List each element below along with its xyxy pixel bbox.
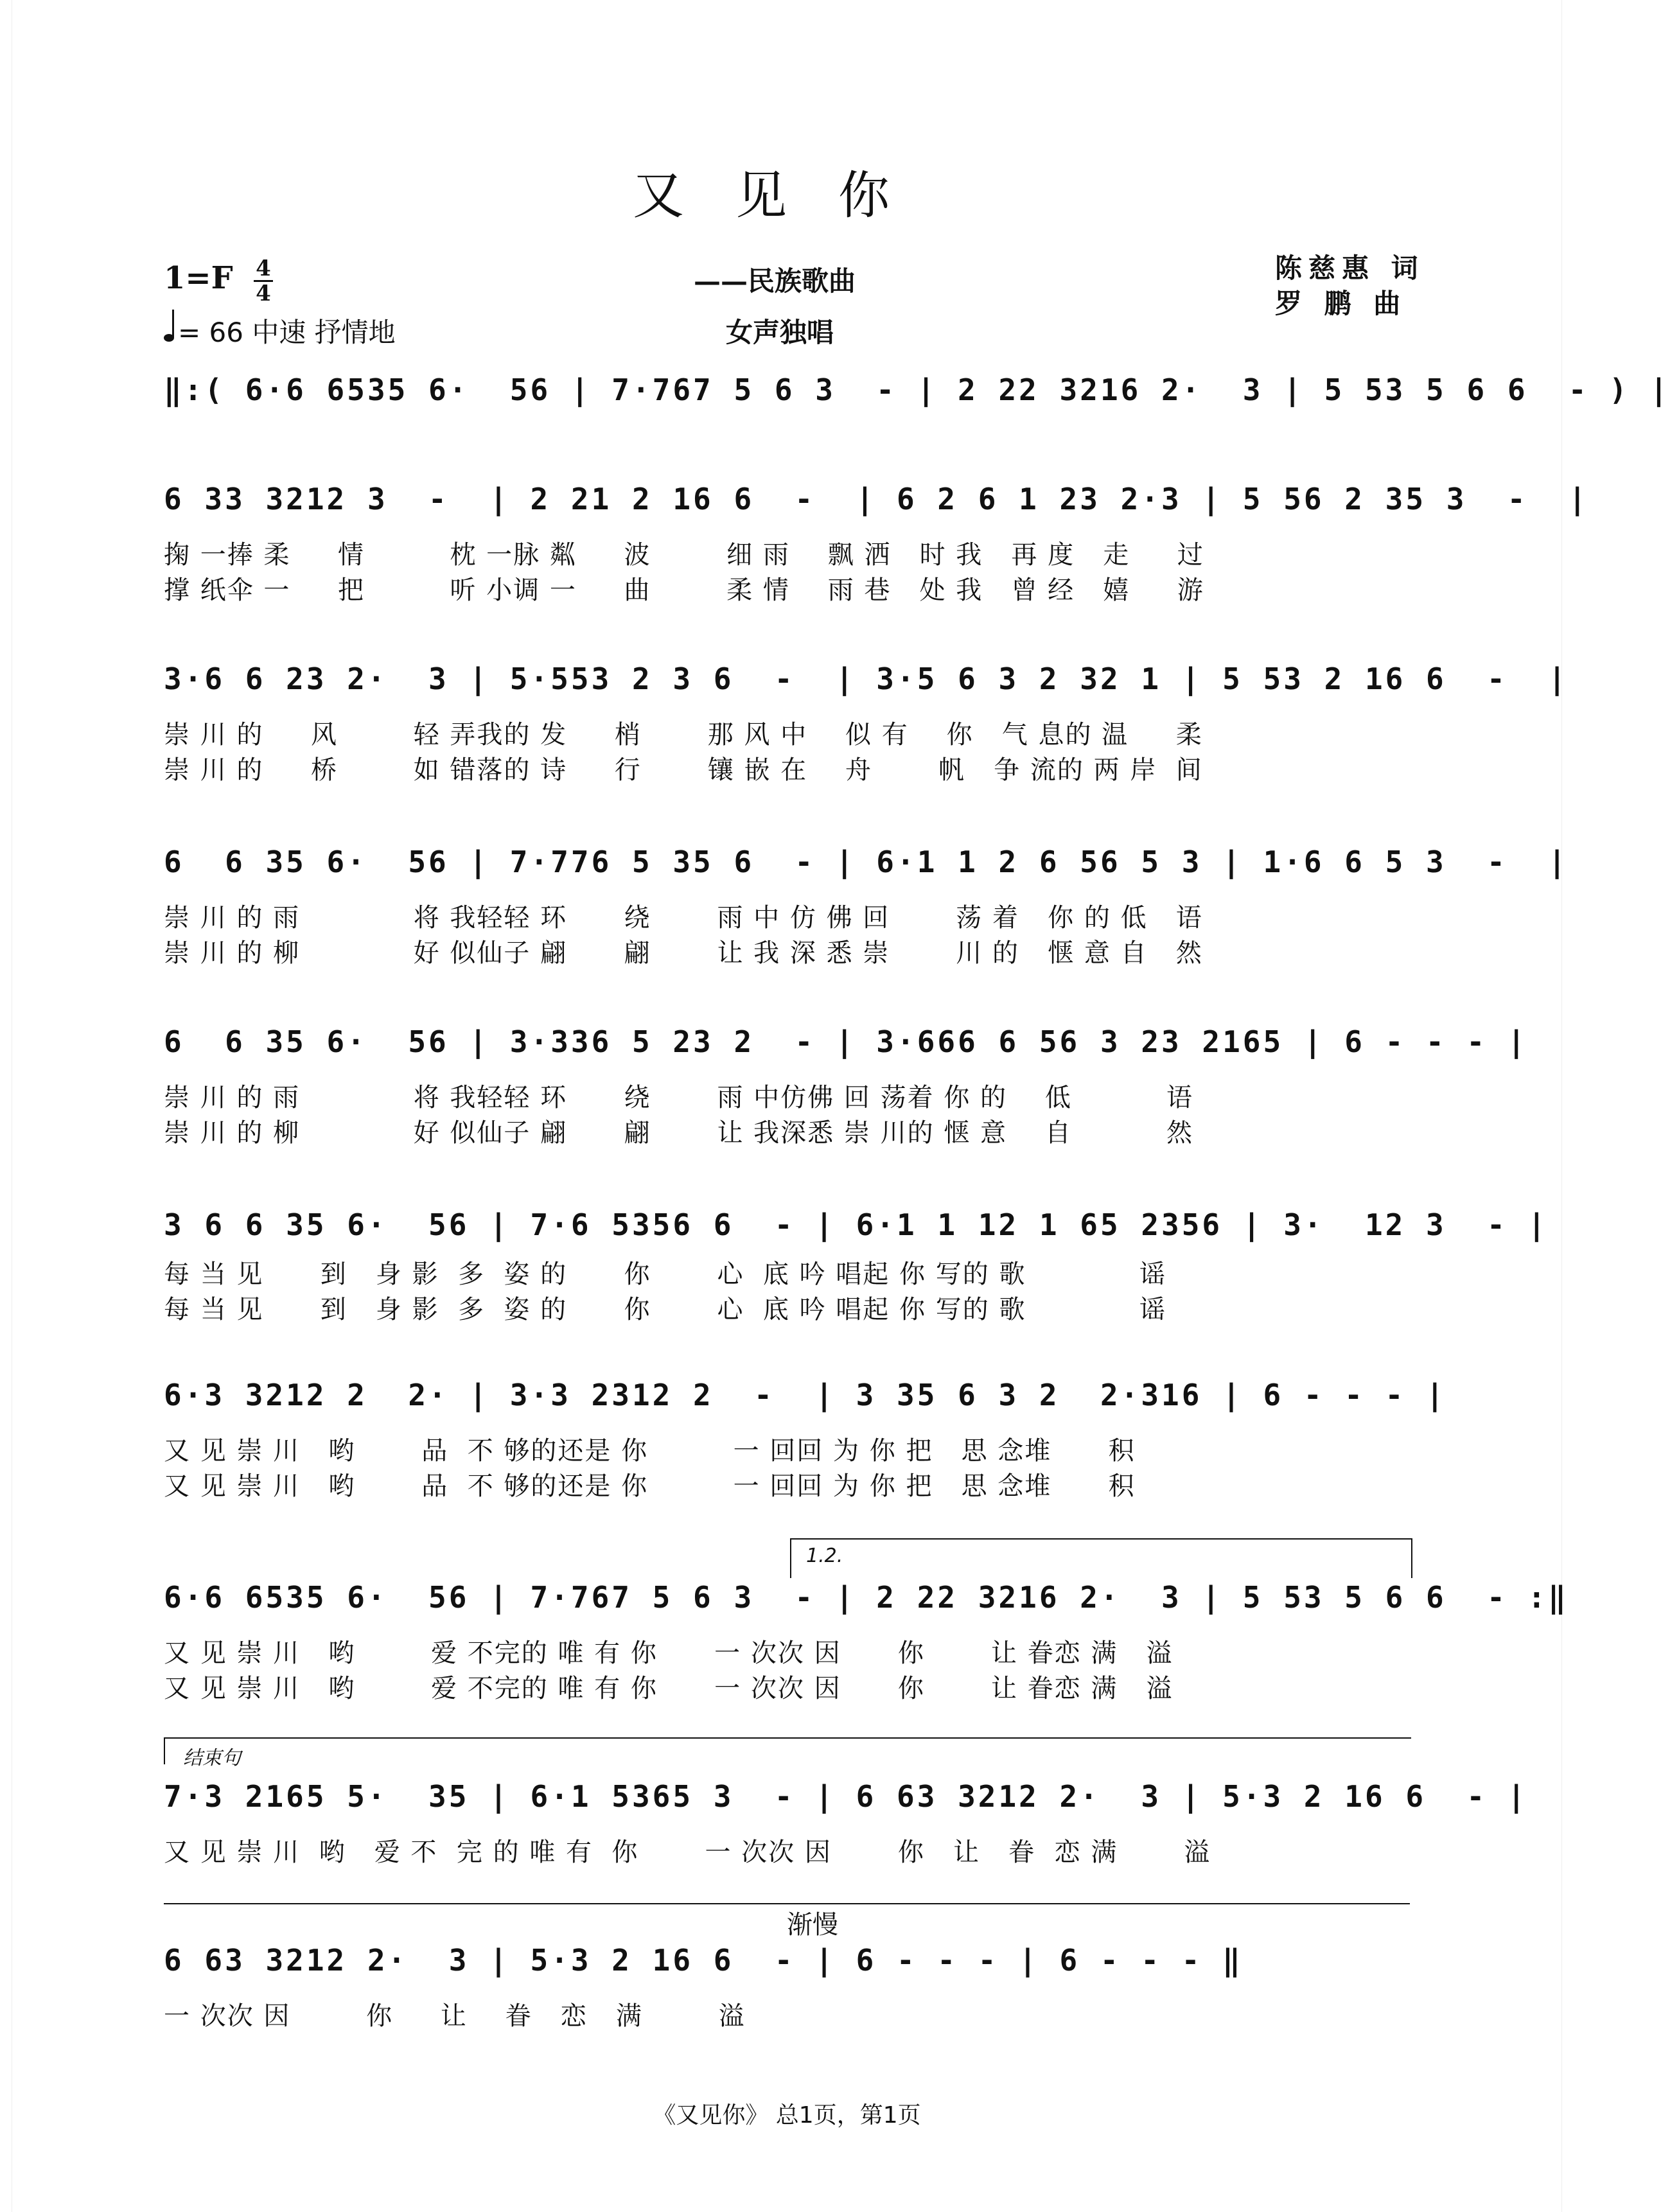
notation: 6 33 3212 3 - | 2 21 2 16 6 - | 6 2 6 1 23 2·3 | 5 56 2 35 3 - |	[164, 482, 1589, 516]
notation: 6 6 35 6· 56 | 3·336 5 23 2 - | 3·666 6 56 3 23 2165 | 6 - - - |	[164, 1024, 1528, 1059]
lyric-verse-1: 崇 川 的 雨 将 我轻轻 环 绕 雨 中仿佛 回 荡着 你 的 低 语	[164, 1083, 1194, 1112]
coda-bracket	[164, 1737, 1411, 1764]
lyric-verse-1: 崇 川 的 风 轻 弄我的 发 梢 那 风 中 似 有 你 气 息的 温 柔	[164, 720, 1203, 750]
lyric-verse-2: 崇 川 的 桥 如 错落的 诗 行 镶 嵌 在 舟 帆 争 流的 两 岸 间	[164, 755, 1203, 785]
lyric-verse-1: 掬 一捧 柔 情 枕 一脉 粼 波 细 雨 飘 洒 时 我 再 度 走 过	[164, 540, 1204, 570]
lyric-verse-1: 每 当 见 到 身 影 多 姿 的 你 心 底 吟 唱起 你 写的 歌 谣	[164, 1260, 1167, 1289]
time-signature	[254, 257, 273, 305]
notation: 6 6 35 6· 56 | 7·776 5 35 6 - | 6·1 1 2 6 56 5 3 | 1·6 6 5 3 - |	[164, 845, 1569, 879]
ritardando-mark: 渐慢	[787, 1910, 838, 1940]
lyric-verse-2: 又 见 崇 川 哟 爱 不完的 唯 有 你 一 次次 因 你 让 眷恋 满 溢	[164, 1674, 1173, 1703]
notation: ‖:( 6·6 6535 6· 56 | 7·767 5 6 3 - | 2 22 3216 2· 3 | 5 53 5 6 6 - ) |	[164, 373, 1670, 407]
lyric-verse-1: 崇 川 的 雨 将 我轻轻 环 绕 雨 中 仿 佛 回 荡 着 你 的 低 语	[164, 903, 1203, 933]
notation: 6·3 3212 2 2· | 3·3 2312 2 - | 3 35 6 3 2 2·316 | 6 - - - |	[164, 1378, 1446, 1412]
coda-label: 结束句	[183, 1747, 241, 1769]
lyric-verse-2: 崇 川 的 柳 好 似仙子 翩 翩 让 我深悉 崇 川的 惬 意 自 然	[164, 1118, 1194, 1148]
lyric-verse-2: 崇 川 的 柳 好 似仙子 翩 翩 让 我 深 悉 崇 川 的 惬 意 自 然	[164, 938, 1203, 968]
volta-bracket	[790, 1538, 1412, 1578]
lyric-verse-2: 又 见 崇 川 哟 品 不 够的还是 你 一 回回 为 你 把 思 念堆 积	[164, 1471, 1136, 1501]
quarter-note-icon	[164, 334, 174, 342]
lyric-verse-1: 一 次次 因 你 让 眷 恋 满 溢	[164, 2001, 746, 2031]
right-margin-strip	[1561, 0, 1574, 2212]
lyric-verse-2: 每 当 见 到 身 影 多 姿 的 你 心 底 吟 唱起 你 写的 歌 谣	[164, 1295, 1167, 1324]
lyric-verse-2: 撑 纸伞 一 把 听 小调 一 曲 柔 情 雨 巷 处 我 曾 经 嬉 游	[164, 575, 1204, 605]
time-top: 4	[256, 256, 271, 281]
volta-label: 1.2.	[806, 1545, 843, 1567]
composer-credit: 罗 鹏 曲	[1275, 288, 1407, 319]
lyric-verse-1: 又 见 崇 川 哟 爱 不 完 的 唯 有 你 一 次次 因 你 让 眷 恋 满 溢	[164, 1838, 1211, 1867]
tempo-marking	[164, 312, 396, 350]
tempo-text: = 66 中速 抒情地	[178, 317, 396, 348]
lyric-verse-1: 又 见 崇 川 哟 品 不 够的还是 你 一 回回 为 你 把 思 念堆 积	[164, 1436, 1136, 1466]
time-bottom: 4	[256, 281, 271, 306]
notation: 6 63 3212 2· 3 | 5·3 2 16 6 - | 6 - - - | 6 - - - ‖	[164, 1943, 1243, 1978]
genre-label: ——民族歌曲	[694, 265, 856, 297]
page-footer: 《又见你》 总1页，第1页	[653, 2102, 921, 2129]
notation: 3·6 6 23 2· 3 | 5·553 2 3 6 - | 3·5 6 3 2 32 1 | 5 53 2 16 6 - |	[164, 662, 1569, 696]
key-signature: 1=F	[164, 260, 233, 296]
notation: 3 6 6 35 6· 56 | 7·6 5356 6 - | 6·1 1 12 1 65 2356 | 3· 12 3 - |	[164, 1207, 1549, 1242]
left-margin-strip	[0, 0, 12, 2212]
lyricist-credit: 陈慈惠 词	[1275, 252, 1425, 284]
notation: 7·3 2165 5· 35 | 6·1 5365 3 - | 6 63 3212 2· 3 | 5·3 2 16 6 - |	[164, 1779, 1528, 1814]
notation: 6·6 6535 6· 56 | 7·767 5 6 3 - | 2 22 3216 2· 3 | 5 53 5 6 6 - :‖	[164, 1580, 1569, 1615]
lyric-verse-1: 又 见 崇 川 哟 爱 不完的 唯 有 你 一 次次 因 你 让 眷恋 满 溢	[164, 1638, 1173, 1668]
song-title: 又见你	[633, 166, 941, 225]
voice-label: 女声独唱	[726, 317, 834, 348]
